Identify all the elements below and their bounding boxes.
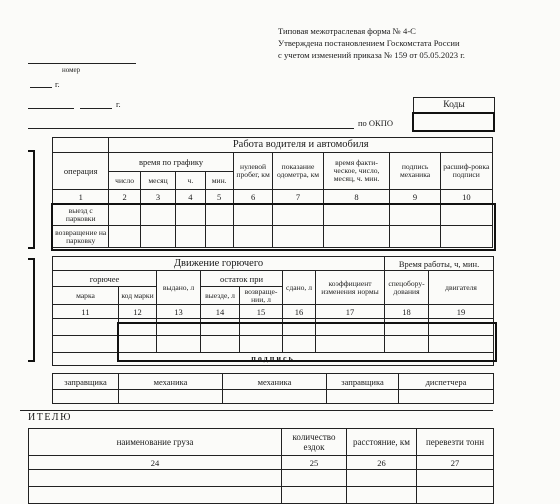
left-bracket-2 (28, 258, 35, 362)
date-field-line-a[interactable] (28, 108, 74, 109)
okpo-label: по ОКПО (358, 118, 394, 128)
sign-mechanic-1: механика (119, 374, 223, 390)
sign-dispatcher: диспетчера (399, 374, 494, 390)
table-cell[interactable] (385, 319, 429, 336)
table-cell[interactable] (282, 470, 347, 487)
table-cell[interactable] (205, 204, 233, 226)
row-exit-label: выезд с парковки (53, 204, 109, 226)
sign-fuel-man-2: заправщика (327, 374, 399, 390)
col-month: месяц (140, 172, 176, 190)
col-trips: количество ездок (282, 429, 347, 456)
assignment-table (28, 428, 494, 504)
table-cell[interactable] (429, 336, 494, 353)
table-cell[interactable] (440, 204, 492, 226)
col-num: 10 (440, 190, 492, 204)
col-num: 4 (176, 190, 205, 204)
assignment-section-title: ИТЕЛЮ (28, 412, 72, 423)
col-distance: расстояние, км (347, 429, 417, 456)
col-hour: ч. (176, 172, 205, 190)
col-num: 17 (316, 305, 385, 319)
col-cargo: наименование груза (29, 429, 282, 456)
table-cell[interactable] (316, 336, 385, 353)
table-cell[interactable] (327, 390, 399, 404)
table-cell[interactable] (385, 336, 429, 353)
col-num: 9 (390, 190, 440, 204)
signature-table (52, 373, 494, 404)
table-cell[interactable] (53, 319, 119, 336)
table-cell[interactable] (176, 226, 205, 248)
table-cell[interactable] (399, 390, 494, 404)
col-num: 25 (282, 456, 347, 470)
col-day: число (109, 172, 140, 190)
table-cell[interactable] (140, 204, 176, 226)
col-num: 6 (233, 190, 273, 204)
col-num: 3 (140, 190, 176, 204)
table-cell[interactable] (233, 204, 273, 226)
okpo-code-cell[interactable] (412, 112, 495, 132)
table-cell[interactable] (273, 204, 323, 226)
col-operation: операция (53, 153, 109, 190)
col-num: 8 (323, 190, 390, 204)
table-cell[interactable] (282, 487, 347, 504)
col-exit: выезде, л (201, 287, 240, 305)
row-return-label: возвращение на парковку (53, 226, 109, 248)
col-num: 2 (109, 190, 140, 204)
table-cell[interactable] (109, 226, 140, 248)
table-cell[interactable] (140, 226, 176, 248)
table-cell[interactable] (157, 319, 201, 336)
table-cell[interactable] (283, 319, 316, 336)
col-engine: двигателя (429, 271, 494, 305)
col-returned: сдано, л (283, 271, 316, 305)
table-cell[interactable] (417, 470, 494, 487)
table-cell[interactable] (29, 487, 282, 504)
col-remainder: остаток при (201, 271, 283, 287)
col-brand: марка (53, 287, 119, 305)
table-cell[interactable] (109, 204, 140, 226)
table-cell[interactable] (201, 319, 240, 336)
table-cell[interactable] (347, 470, 417, 487)
codes-header: Коды (413, 97, 495, 113)
sign-fuel-man: заправщика (53, 374, 119, 390)
col-odometer: показание одометра, км (273, 153, 323, 190)
section-divider (20, 410, 493, 411)
col-num: 12 (119, 305, 157, 319)
col-num: 24 (29, 456, 282, 470)
year-field-line-1[interactable] (30, 87, 52, 88)
signature-title: подпись (53, 353, 494, 366)
number-label: номер (62, 66, 81, 74)
form-type-line: Типовая межотраслевая форма № 4-С (278, 26, 416, 36)
col-fuel: горючее (53, 271, 157, 287)
col-num: 14 (201, 305, 240, 319)
col-return: возвраще-нии, л (240, 287, 283, 305)
col-actual-time: время факти-ческое, число, месяц, ч. мин. (323, 153, 390, 190)
table-cell[interactable] (233, 226, 273, 248)
col-schedule: время по графику (109, 153, 233, 172)
date-field-line-b[interactable] (80, 108, 112, 109)
table-cell[interactable] (176, 204, 205, 226)
work-table-title: Работа водителя и автомобиля (109, 138, 493, 153)
col-num: 18 (385, 305, 429, 319)
col-issued: выдано, л (157, 271, 201, 305)
table-cell[interactable] (323, 226, 390, 248)
table-cell[interactable] (417, 487, 494, 504)
col-transport: перевезти тонн (417, 429, 494, 456)
fuel-table (52, 256, 494, 366)
table-cell[interactable] (390, 204, 440, 226)
table-cell[interactable] (29, 470, 282, 487)
form-approval-line: Утверждена постановлением Госкомстата России (278, 38, 460, 48)
col-num: 11 (53, 305, 119, 319)
table-cell[interactable] (240, 319, 283, 336)
table-cell[interactable] (347, 487, 417, 504)
col-min: мин. (205, 172, 233, 190)
table-cell[interactable] (440, 226, 492, 248)
table-cell[interactable] (201, 336, 240, 353)
table-cell[interactable] (273, 226, 323, 248)
table-cell[interactable] (390, 226, 440, 248)
col-num: 5 (205, 190, 233, 204)
table-cell[interactable] (119, 336, 157, 353)
left-bracket-1 (28, 150, 35, 249)
col-special-equipment: спецобору-дования (385, 271, 429, 305)
col-num: 1 (53, 190, 109, 204)
sign-mechanic-2: механика (223, 374, 327, 390)
table-cell[interactable] (53, 336, 119, 353)
organization-field-line[interactable] (28, 128, 354, 129)
table-cell[interactable] (157, 336, 201, 353)
work-time-title: Время работы, ч, мин. (385, 257, 494, 271)
col-num: 19 (429, 305, 494, 319)
table-cell[interactable] (429, 319, 494, 336)
table-cell[interactable] (316, 319, 385, 336)
fuel-table-title: Движение горючего (53, 257, 385, 271)
col-num: 26 (347, 456, 417, 470)
col-zero-mileage: нулевой пробег, км (233, 153, 273, 190)
table-cell[interactable] (205, 226, 233, 248)
table-cell[interactable] (119, 319, 157, 336)
table-cell[interactable] (53, 390, 119, 404)
form-amendment-line: с учетом изменений приказа № 159 от 05.05.2023 г. (278, 50, 465, 60)
table-cell[interactable] (323, 204, 390, 226)
col-brand-code: код марки (119, 287, 157, 305)
col-num: 15 (240, 305, 283, 319)
year-suffix-2: г. (116, 99, 121, 109)
col-num: 16 (283, 305, 316, 319)
year-suffix-1: г. (55, 79, 60, 89)
col-num: 13 (157, 305, 201, 319)
table-cell[interactable] (240, 336, 283, 353)
table-cell[interactable] (223, 390, 327, 404)
col-num: 7 (273, 190, 323, 204)
table-cell[interactable] (283, 336, 316, 353)
table-cell[interactable] (119, 390, 223, 404)
col-mechanic-sign: подпись механика (390, 153, 440, 190)
col-decode-sign: расшиф-ровка подписи (440, 153, 492, 190)
col-coef: коэффициент изменения нормы (316, 271, 385, 305)
number-field-line[interactable] (28, 63, 136, 64)
col-num: 27 (417, 456, 494, 470)
work-table (52, 137, 493, 248)
